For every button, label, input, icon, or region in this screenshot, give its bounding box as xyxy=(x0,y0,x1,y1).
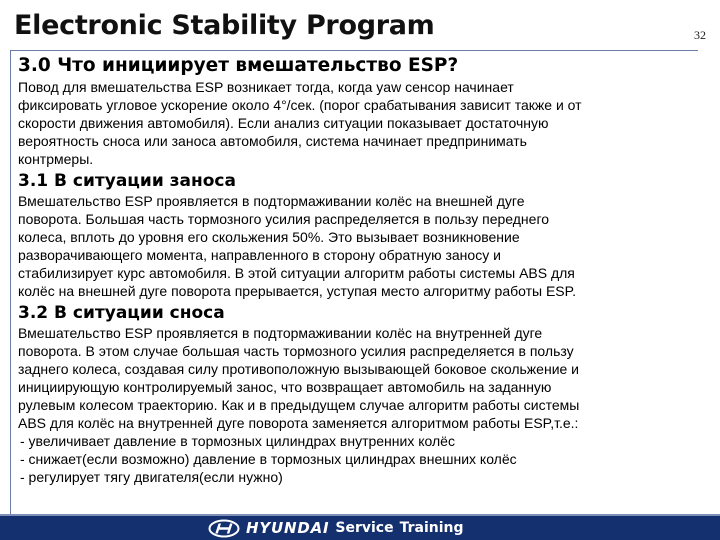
body-line: рулевым колесом траекторию. Как и в предыдущем случае алгоритм работы системы xyxy=(18,397,580,413)
body-line: разворачивающего момента, направленного в сторону обратную заносу и xyxy=(18,247,501,263)
slide-content xyxy=(18,54,710,486)
footer-service: Service xyxy=(335,520,394,536)
body-line: поворота. Большая часть тормозного усилия распределяется в пользу переднего xyxy=(18,211,550,227)
title-rule xyxy=(10,50,698,51)
slide-title: Electronic Stability Program xyxy=(14,10,435,41)
body-line: колёс на внешней дуге поворота прерывается, уступая место алгоритму работы ESP. xyxy=(18,283,577,299)
footer-bar xyxy=(0,514,720,540)
list-item: - регулирует тягу двигателя(если нужно) xyxy=(20,469,283,485)
footer-brand: HYUNDAI xyxy=(246,519,330,537)
section-heading-skid: 3.1 В ситуации заноса xyxy=(18,171,236,191)
hyundai-logo-icon xyxy=(208,519,240,538)
body-line: инициирующую контролируемый занос, что возвращает автомобиль на заданную xyxy=(18,379,552,395)
body-line: скорости движения автомобиля). Если анализ ситуации показывает достаточную xyxy=(18,115,549,131)
body-line: фиксировать угловое ускорение около 4°/сек. (порог срабатывания зависит также и от xyxy=(18,97,582,113)
section-body-drift xyxy=(18,324,710,486)
footer-training: Training xyxy=(399,520,464,536)
body-line: ABS для колёс на внутренней дуге поворота заменяется алгоритмом работы ESP,т.е.: xyxy=(18,415,579,431)
body-line: заднего колеса, создавая силу противоположную вызывающей боковое скольжение и xyxy=(18,361,580,377)
section-body-skid xyxy=(18,192,710,300)
body-line: стабилизирует курс автомобиля. В этой ситуации алгоритм работы системы ABS для xyxy=(18,265,575,281)
footer-logo xyxy=(208,518,464,538)
section-heading-drift: 3.2 В ситуации сноса xyxy=(18,303,225,323)
body-line: контрмеры. xyxy=(18,151,94,167)
section-heading-esp-trigger: 3.0 Что инициирует вмешательство ESP? xyxy=(18,55,459,76)
list-item: - увеличивает давление в тормозных цилиндрах внутренних колёс xyxy=(20,433,455,449)
body-line: поворота. В этом случае большая часть тормозного усилия распределяется в пользу xyxy=(18,343,574,359)
section-body-esp-trigger xyxy=(18,78,710,168)
body-line: Вмешательство ESP проявляется в подтормаживании колёс на внешней дуге xyxy=(18,193,525,209)
body-line: колеса, вплоть до уровня его скольжения 50%. Это вызывает возникновение xyxy=(18,229,520,245)
body-line: вероятность сноса или заноса автомобиля, система начинает предпринимать xyxy=(18,133,527,149)
list-item: - снижает(если возможно) давление в тормозных цилиндрах внешних колёс xyxy=(20,451,517,467)
body-line: Вмешательство ESP проявляется в подтормаживании колёс на внутренней дуге xyxy=(18,325,543,341)
left-rule xyxy=(10,50,11,516)
body-line: Повод для вмешательства ESP возникает тогда, когда yaw сенсор начинает xyxy=(18,79,514,95)
page-number: 32 xyxy=(694,28,706,42)
